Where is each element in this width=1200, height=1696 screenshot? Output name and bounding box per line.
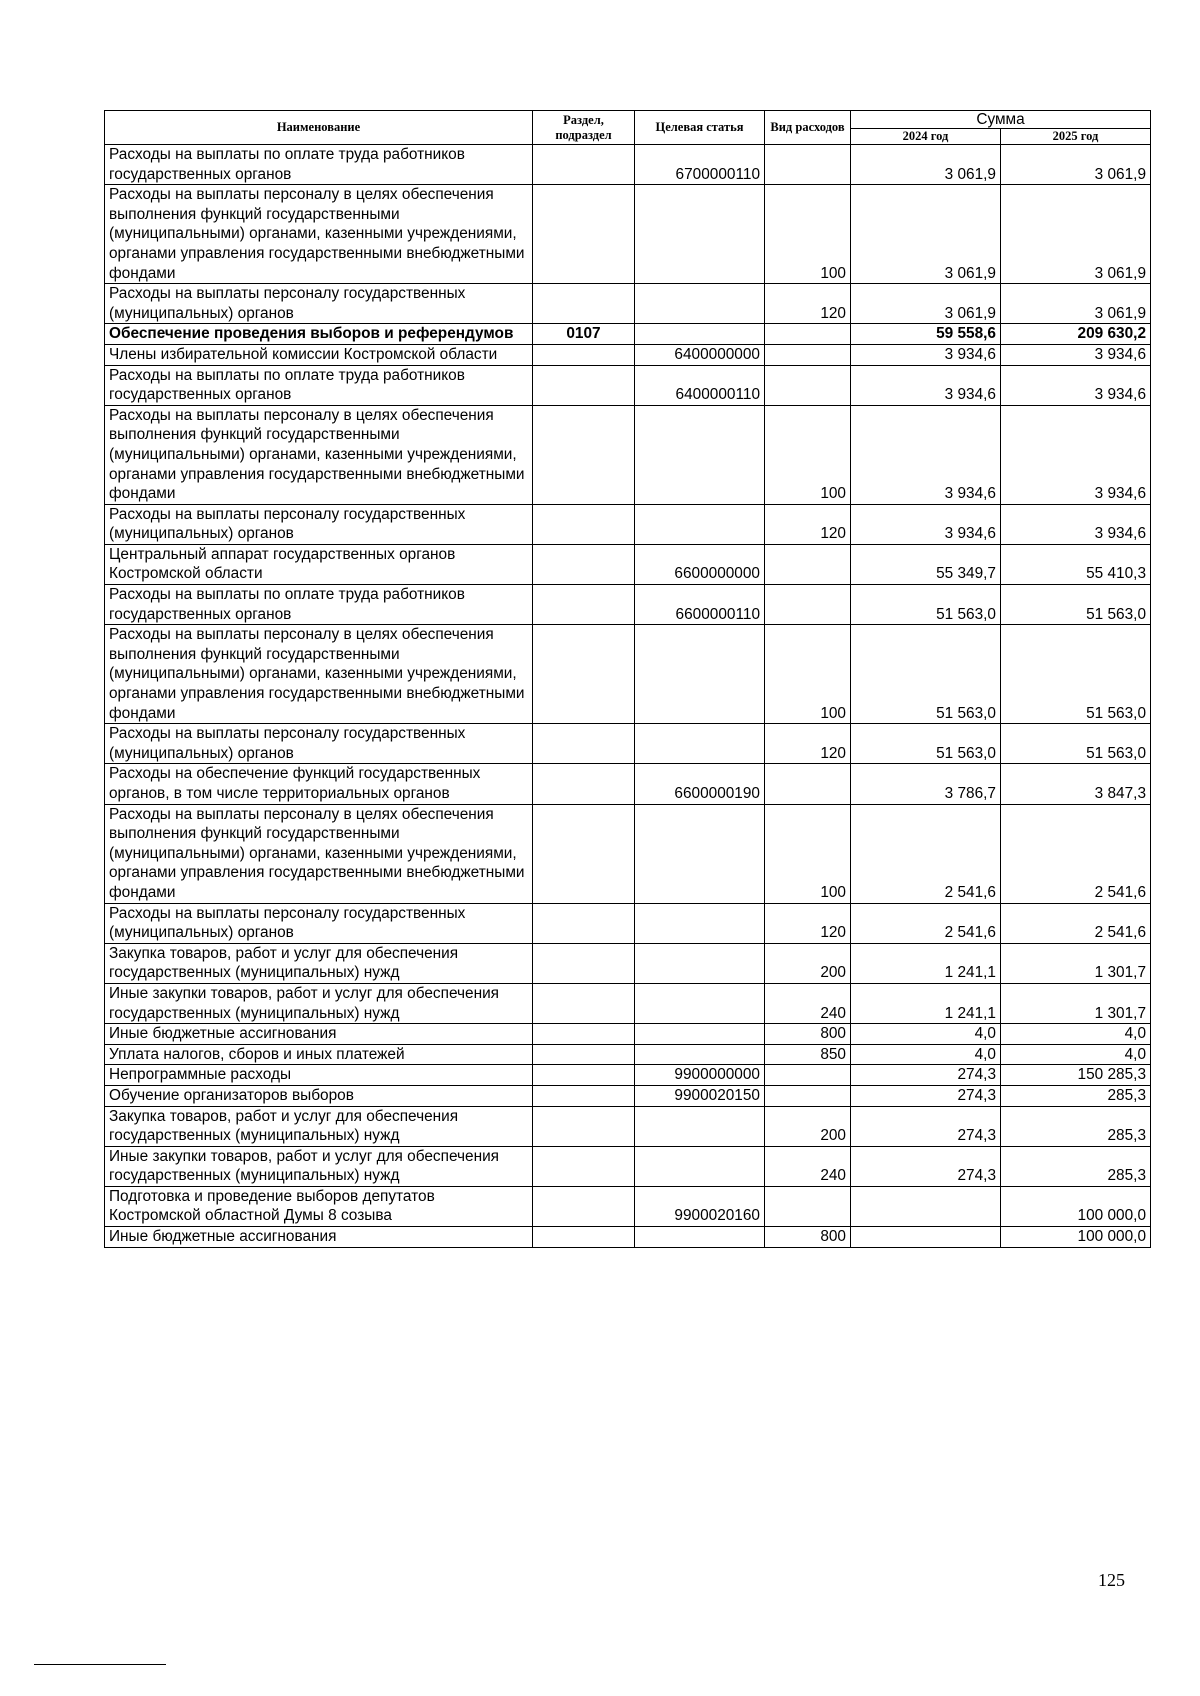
table-row: [105, 1186, 1151, 1226]
cell-name: Иные бюджетные ассигнования: [105, 1024, 533, 1045]
cell-section: [533, 1227, 635, 1248]
cell-target: 6400000110: [635, 365, 765, 405]
cell-section: [533, 365, 635, 405]
cell-target: 6400000000: [635, 344, 765, 365]
cell-section: [533, 724, 635, 764]
cell-name: Закупка товаров, работ и услуг для обеспечения государственных (муниципальных) нужд: [105, 943, 533, 983]
cell-expense-type: [765, 324, 851, 345]
cell-expense-type: 200: [765, 943, 851, 983]
cell-sum-2025: 51 563,0: [1001, 585, 1151, 625]
cell-expense-type: 200: [765, 1106, 851, 1146]
cell-sum-2025: 2 541,6: [1001, 903, 1151, 943]
table-row: [105, 1146, 1151, 1186]
cell-target: 6600000000: [635, 544, 765, 584]
table-row: [105, 344, 1151, 365]
table-row: [105, 1227, 1151, 1248]
cell-name: Расходы на выплаты персоналу в целях обеспечения выполнения функций государственными (муниципальными) органами, казенными учреждениями, органами управления государственными внебюджетными фондами: [105, 804, 533, 903]
header-year-2025: 2025 год: [1001, 129, 1151, 145]
cell-name: Расходы на обеспечение функций государственных органов, в том числе территориальных органов: [105, 764, 533, 804]
cell-expense-type: 120: [765, 504, 851, 544]
cell-sum-2025: 1 301,7: [1001, 983, 1151, 1023]
cell-section: [533, 145, 635, 185]
cell-sum-2024: 3 061,9: [851, 284, 1001, 324]
cell-sum-2025: 55 410,3: [1001, 544, 1151, 584]
cell-sum-2024: 4,0: [851, 1044, 1001, 1065]
cell-sum-2025: 285,3: [1001, 1146, 1151, 1186]
cell-name: Расходы на выплаты персоналу государственных (муниципальных) органов: [105, 284, 533, 324]
cell-sum-2025: 150 285,3: [1001, 1065, 1151, 1086]
table-row: [105, 284, 1151, 324]
cell-expense-type: [765, 764, 851, 804]
cell-name: Подготовка и проведение выборов депутатов Костромской областной Думы 8 созыва: [105, 1186, 533, 1226]
header-name: Наименование: [105, 111, 533, 145]
cell-section: [533, 544, 635, 584]
cell-sum-2024: 1 241,1: [851, 943, 1001, 983]
cell-target: [635, 1044, 765, 1065]
cell-sum-2024: 2 541,6: [851, 903, 1001, 943]
cell-sum-2025: 4,0: [1001, 1024, 1151, 1045]
cell-sum-2024: 3 061,9: [851, 185, 1001, 284]
cell-name: Уплата налогов, сборов и иных платежей: [105, 1044, 533, 1065]
table-row: [105, 1085, 1151, 1106]
cell-section: [533, 1065, 635, 1086]
cell-section: [533, 1044, 635, 1065]
cell-target: [635, 1106, 765, 1146]
cell-sum-2025: 100 000,0: [1001, 1227, 1151, 1248]
cell-section: [533, 1085, 635, 1106]
cell-sum-2025: 2 541,6: [1001, 804, 1151, 903]
cell-name: Иные закупки товаров, работ и услуг для обеспечения государственных (муниципальных) нужд: [105, 1146, 533, 1186]
table-row: [105, 185, 1151, 284]
cell-target: [635, 1146, 765, 1186]
cell-name: Расходы на выплаты по оплате труда работников государственных органов: [105, 365, 533, 405]
table-header: [105, 111, 1151, 145]
table-row: [105, 1024, 1151, 1045]
cell-section: [533, 344, 635, 365]
table-row: [105, 585, 1151, 625]
cell-section: [533, 1024, 635, 1045]
cell-target: [635, 1227, 765, 1248]
cell-sum-2025: 285,3: [1001, 1085, 1151, 1106]
cell-name: Обеспечение проведения выборов и референдумов: [105, 324, 533, 345]
cell-target: 9900020160: [635, 1186, 765, 1226]
cell-target: [635, 724, 765, 764]
cell-expense-type: 800: [765, 1024, 851, 1045]
cell-expense-type: [765, 1186, 851, 1226]
cell-section: [533, 1146, 635, 1186]
cell-expense-type: [765, 1085, 851, 1106]
cell-name: Расходы на выплаты по оплате труда работников государственных органов: [105, 145, 533, 185]
cell-target: [635, 405, 765, 504]
table-row: [105, 324, 1151, 345]
cell-sum-2025: 3 934,6: [1001, 405, 1151, 504]
footnote-rule: [34, 1664, 166, 1665]
cell-name: Члены избирательной комиссии Костромской области: [105, 344, 533, 365]
cell-expense-type: [765, 1065, 851, 1086]
cell-expense-type: 800: [765, 1227, 851, 1248]
cell-sum-2025: 3 061,9: [1001, 145, 1151, 185]
cell-section: [533, 185, 635, 284]
table-row: [105, 365, 1151, 405]
cell-target: [635, 324, 765, 345]
table-row: [105, 544, 1151, 584]
cell-expense-type: [765, 585, 851, 625]
cell-target: 6600000110: [635, 585, 765, 625]
cell-sum-2024: 51 563,0: [851, 625, 1001, 724]
cell-expense-type: 120: [765, 903, 851, 943]
table-body: [105, 145, 1151, 1248]
cell-sum-2024: 274,3: [851, 1065, 1001, 1086]
cell-section: [533, 1186, 635, 1226]
cell-sum-2024: 51 563,0: [851, 724, 1001, 764]
cell-target: 6700000110: [635, 145, 765, 185]
cell-expense-type: 100: [765, 804, 851, 903]
cell-sum-2024: 3 061,9: [851, 145, 1001, 185]
cell-name: Расходы на выплаты персоналу государственных (муниципальных) органов: [105, 724, 533, 764]
table-row: [105, 804, 1151, 903]
cell-name: Центральный аппарат государственных органов Костромской области: [105, 544, 533, 584]
cell-expense-type: 240: [765, 983, 851, 1023]
cell-name: Иные бюджетные ассигнования: [105, 1227, 533, 1248]
cell-expense-type: 120: [765, 724, 851, 764]
cell-sum-2024: 55 349,7: [851, 544, 1001, 584]
cell-name: Закупка товаров, работ и услуг для обеспечения государственных (муниципальных) нужд: [105, 1106, 533, 1146]
cell-name: Непрограммные расходы: [105, 1065, 533, 1086]
table-row: [105, 625, 1151, 724]
cell-name: Расходы на выплаты по оплате труда работников государственных органов: [105, 585, 533, 625]
cell-sum-2025: 100 000,0: [1001, 1186, 1151, 1226]
cell-section: [533, 804, 635, 903]
header-target: Целевая статья: [635, 111, 765, 145]
table-row: [105, 405, 1151, 504]
cell-sum-2024: 3 934,6: [851, 365, 1001, 405]
cell-expense-type: 850: [765, 1044, 851, 1065]
cell-sum-2024: 274,3: [851, 1146, 1001, 1186]
cell-name: Расходы на выплаты персоналу государственных (муниципальных) органов: [105, 903, 533, 943]
cell-section: [533, 1106, 635, 1146]
cell-section: [533, 405, 635, 504]
cell-section: [533, 504, 635, 544]
cell-sum-2025: 3 934,6: [1001, 344, 1151, 365]
cell-target: 9900000000: [635, 1065, 765, 1086]
cell-sum-2024: 4,0: [851, 1024, 1001, 1045]
cell-expense-type: 100: [765, 185, 851, 284]
table-row: [105, 1065, 1151, 1086]
cell-section: [533, 983, 635, 1023]
cell-sum-2024: 274,3: [851, 1106, 1001, 1146]
cell-sum-2024: 3 934,6: [851, 504, 1001, 544]
cell-target: [635, 1024, 765, 1045]
table-row: [105, 724, 1151, 764]
header-section: Раздел, подраздел: [533, 111, 635, 145]
cell-target: 9900020150: [635, 1085, 765, 1106]
cell-sum-2024: [851, 1227, 1001, 1248]
cell-target: [635, 185, 765, 284]
cell-expense-type: 100: [765, 625, 851, 724]
cell-sum-2025: 4,0: [1001, 1044, 1151, 1065]
table-row: [105, 943, 1151, 983]
cell-sum-2024: 3 934,6: [851, 405, 1001, 504]
cell-section: [533, 284, 635, 324]
table-row: [105, 1106, 1151, 1146]
header-year-2024: 2024 год: [851, 129, 1001, 145]
header-sum: Сумма: [851, 111, 1151, 129]
table-row: [105, 504, 1151, 544]
cell-name: Обучение организаторов выборов: [105, 1085, 533, 1106]
cell-section: [533, 585, 635, 625]
table-row: [105, 764, 1151, 804]
table-row: [105, 1044, 1151, 1065]
cell-sum-2024: 3 786,7: [851, 764, 1001, 804]
cell-sum-2025: 1 301,7: [1001, 943, 1151, 983]
cell-name: Расходы на выплаты персоналу в целях обеспечения выполнения функций государственными (муниципальными) органами, казенными учреждениями, органами управления государственными внебюджетными фондами: [105, 185, 533, 284]
cell-section: [533, 764, 635, 804]
cell-name: Расходы на выплаты персоналу государственных (муниципальных) органов: [105, 504, 533, 544]
budget-table: [104, 110, 1151, 1248]
cell-sum-2024: 2 541,6: [851, 804, 1001, 903]
cell-section: [533, 943, 635, 983]
cell-expense-type: [765, 544, 851, 584]
cell-target: [635, 284, 765, 324]
cell-target: [635, 983, 765, 1023]
cell-sum-2025: 3 061,9: [1001, 284, 1151, 324]
cell-target: [635, 504, 765, 544]
cell-target: [635, 903, 765, 943]
table-row: [105, 145, 1151, 185]
cell-sum-2025: 285,3: [1001, 1106, 1151, 1146]
cell-expense-type: [765, 365, 851, 405]
header-expense-type: Вид расходов: [765, 111, 851, 145]
cell-sum-2024: 1 241,1: [851, 983, 1001, 1023]
cell-sum-2025: 51 563,0: [1001, 724, 1151, 764]
cell-expense-type: 100: [765, 405, 851, 504]
cell-expense-type: [765, 145, 851, 185]
cell-sum-2025: 209 630,2: [1001, 324, 1151, 345]
cell-name: Расходы на выплаты персоналу в целях обеспечения выполнения функций государственными (муниципальными) органами, казенными учреждениями, органами управления государственными внебюджетными фондами: [105, 405, 533, 504]
cell-section: [533, 625, 635, 724]
cell-target: 6600000190: [635, 764, 765, 804]
cell-expense-type: 120: [765, 284, 851, 324]
cell-sum-2025: 3 934,6: [1001, 504, 1151, 544]
cell-target: [635, 804, 765, 903]
page-number: 125: [1098, 1570, 1125, 1590]
table-row: [105, 983, 1151, 1023]
cell-sum-2025: 3 934,6: [1001, 365, 1151, 405]
cell-name: Расходы на выплаты персоналу в целях обеспечения выполнения функций государственными (муниципальными) органами, казенными учреждениями, органами управления государственными внебюджетными фондами: [105, 625, 533, 724]
cell-expense-type: [765, 344, 851, 365]
cell-name: Иные закупки товаров, работ и услуг для обеспечения государственных (муниципальных) нужд: [105, 983, 533, 1023]
cell-target: [635, 943, 765, 983]
cell-sum-2025: 51 563,0: [1001, 625, 1151, 724]
cell-section: 0107: [533, 324, 635, 345]
cell-sum-2025: 3 847,3: [1001, 764, 1151, 804]
cell-sum-2024: 59 558,6: [851, 324, 1001, 345]
cell-sum-2024: 274,3: [851, 1085, 1001, 1106]
cell-sum-2024: 3 934,6: [851, 344, 1001, 365]
table-row: [105, 903, 1151, 943]
cell-sum-2025: 3 061,9: [1001, 185, 1151, 284]
cell-sum-2024: [851, 1186, 1001, 1226]
cell-target: [635, 625, 765, 724]
cell-expense-type: 240: [765, 1146, 851, 1186]
cell-sum-2024: 51 563,0: [851, 585, 1001, 625]
cell-section: [533, 903, 635, 943]
